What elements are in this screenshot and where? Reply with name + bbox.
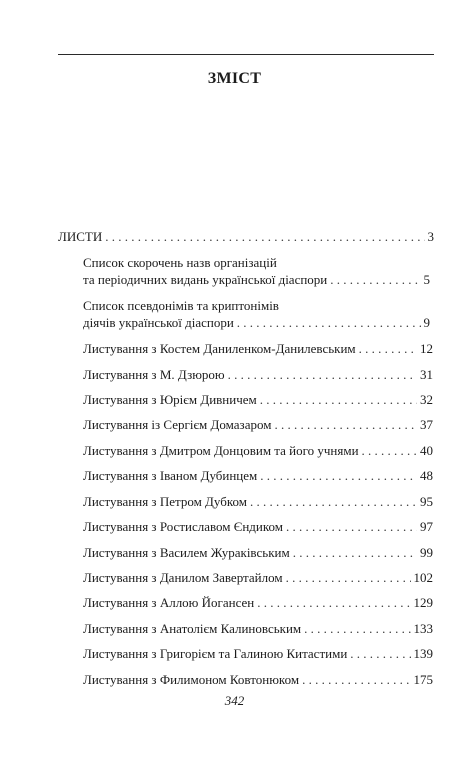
toc-entry-title: Листування з Дмитром Донцовим та його учнями <box>83 443 359 458</box>
toc-entry-page: 37 <box>420 417 433 432</box>
toc-entry-page: 9 <box>423 315 430 330</box>
toc-entry-title: Листування з Анатолієм Калиновським <box>83 621 302 636</box>
toc-entry-title: Листування з Григорієм та Галиною Китастими <box>83 646 348 661</box>
toc-entry-page: 3 <box>427 229 434 244</box>
toc-entry[interactable] <box>83 671 433 688</box>
leader-dots <box>304 620 410 637</box>
leader-dots <box>330 271 420 288</box>
toc-entry[interactable] <box>83 493 433 510</box>
leader-dots <box>302 671 410 688</box>
toc-entry-page: 139 <box>413 646 433 661</box>
toc-entry-title: Листування з Филимоном Ковтонюком <box>83 672 300 687</box>
toc-entry[interactable] <box>83 416 433 433</box>
toc-entry-abbreviations[interactable] <box>83 271 430 288</box>
toc-entry-title: ЛИСТИ <box>58 229 103 244</box>
leader-dots <box>237 314 421 331</box>
toc-entry-title-line1: Список псевдонімів та криптонімів <box>83 298 279 313</box>
toc-entry[interactable] <box>83 569 433 586</box>
toc-entry-page: 12 <box>420 341 433 356</box>
toc-entry-page: 31 <box>420 367 433 382</box>
toc-entry-page: 133 <box>413 621 433 636</box>
page-number: 342 <box>224 693 245 708</box>
leader-dots <box>250 493 417 510</box>
toc-entry-title: Листування з Данилом Завертайлом <box>83 570 283 585</box>
leader-dots <box>105 228 424 245</box>
toc-entry-page: 99 <box>420 545 433 560</box>
leader-dots <box>260 391 417 408</box>
toc-entry-page: 102 <box>413 570 433 585</box>
leader-dots <box>359 340 417 357</box>
leader-dots <box>362 442 417 459</box>
toc-entry[interactable] <box>83 620 433 637</box>
toc-entry-title: Листування з Костем Даниленком-Данилевським <box>83 341 356 356</box>
toc-entry[interactable] <box>83 645 433 662</box>
toc-entry-page: 5 <box>423 272 430 287</box>
toc-entry-title: Листування з Василем Жураківським <box>83 545 290 560</box>
toc-entry-page: 97 <box>420 519 433 534</box>
top-rule <box>58 54 434 55</box>
toc-entry[interactable] <box>83 594 433 611</box>
toc-entry[interactable] <box>83 366 433 383</box>
leader-dots <box>274 416 417 433</box>
toc-entry-page: 95 <box>420 494 433 509</box>
toc-entry-title: Листування із Сергієм Домазаром <box>83 417 272 432</box>
toc-entry-title: Листування з Ростиславом Єндиком <box>83 519 284 534</box>
leader-dots <box>228 366 417 383</box>
toc-entry-pseudonyms[interactable] <box>83 314 430 331</box>
leader-dots <box>286 518 417 535</box>
toc-entry-page: 48 <box>420 468 433 483</box>
toc-entry[interactable] <box>83 518 433 535</box>
leader-dots <box>260 467 417 484</box>
toc-entry[interactable] <box>83 544 433 561</box>
toc-entry[interactable] <box>83 467 433 484</box>
toc-entry-letters[interactable] <box>58 228 434 245</box>
leader-dots <box>286 569 411 586</box>
toc-entry-title-line1: Список скорочень назв організацій <box>83 255 277 270</box>
toc-entry-title: Листування з М. Дзюрою <box>83 367 225 382</box>
leader-dots <box>257 594 410 611</box>
toc-entry[interactable] <box>83 340 433 357</box>
toc-entry-title: Листування з Іваном Дубинцем <box>83 468 258 483</box>
toc-entry[interactable] <box>83 442 433 459</box>
toc-entry-page: 175 <box>413 672 433 687</box>
leader-dots <box>350 645 410 662</box>
toc-entry-title: діячів української діаспори <box>83 315 234 330</box>
toc-entry-title: Листування з Юрієм Дивничем <box>83 392 257 407</box>
toc-entry-title: Листування з Петром Дубком <box>83 494 247 509</box>
toc-entry-page: 32 <box>420 392 433 407</box>
toc-entry[interactable] <box>83 391 433 408</box>
toc-entry-title: Листування з Аллою Йогансен <box>83 595 255 610</box>
toc-heading: ЗМІСТ <box>207 70 262 87</box>
leader-dots <box>293 544 417 561</box>
toc-entry-page: 129 <box>413 595 433 610</box>
toc-entry-page: 40 <box>420 443 433 458</box>
toc-entry-title: та періодичних видань української діаспори <box>83 272 328 287</box>
